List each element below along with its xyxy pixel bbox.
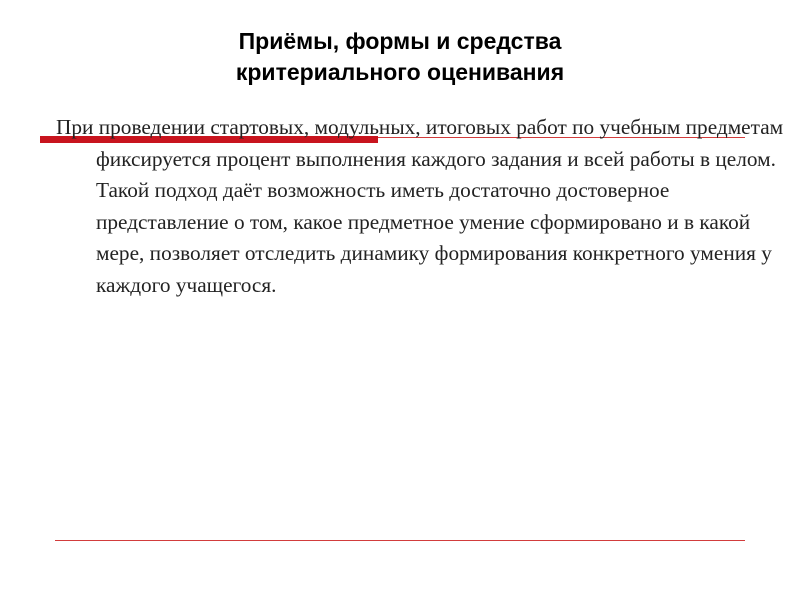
body-paragraph: При проведении стартовых, модульных, итоговых работ по учебным предметам фиксируется процент выполнения каждого задания и всей работы в целом. Такой подход даёт возможность иметь достаточно достоверное представление о том, какое предметное умение сформировано и в какой мере, позволяет отследить динамику формирования конкретного умения у каждого учащегося. [56,115,784,297]
slide-title-line-1: Приёмы, формы и средства [238,28,562,54]
bottom-divider [55,540,745,541]
slide-title-line-2: критериального оценивания [235,59,565,85]
slide-title [60,26,740,88]
